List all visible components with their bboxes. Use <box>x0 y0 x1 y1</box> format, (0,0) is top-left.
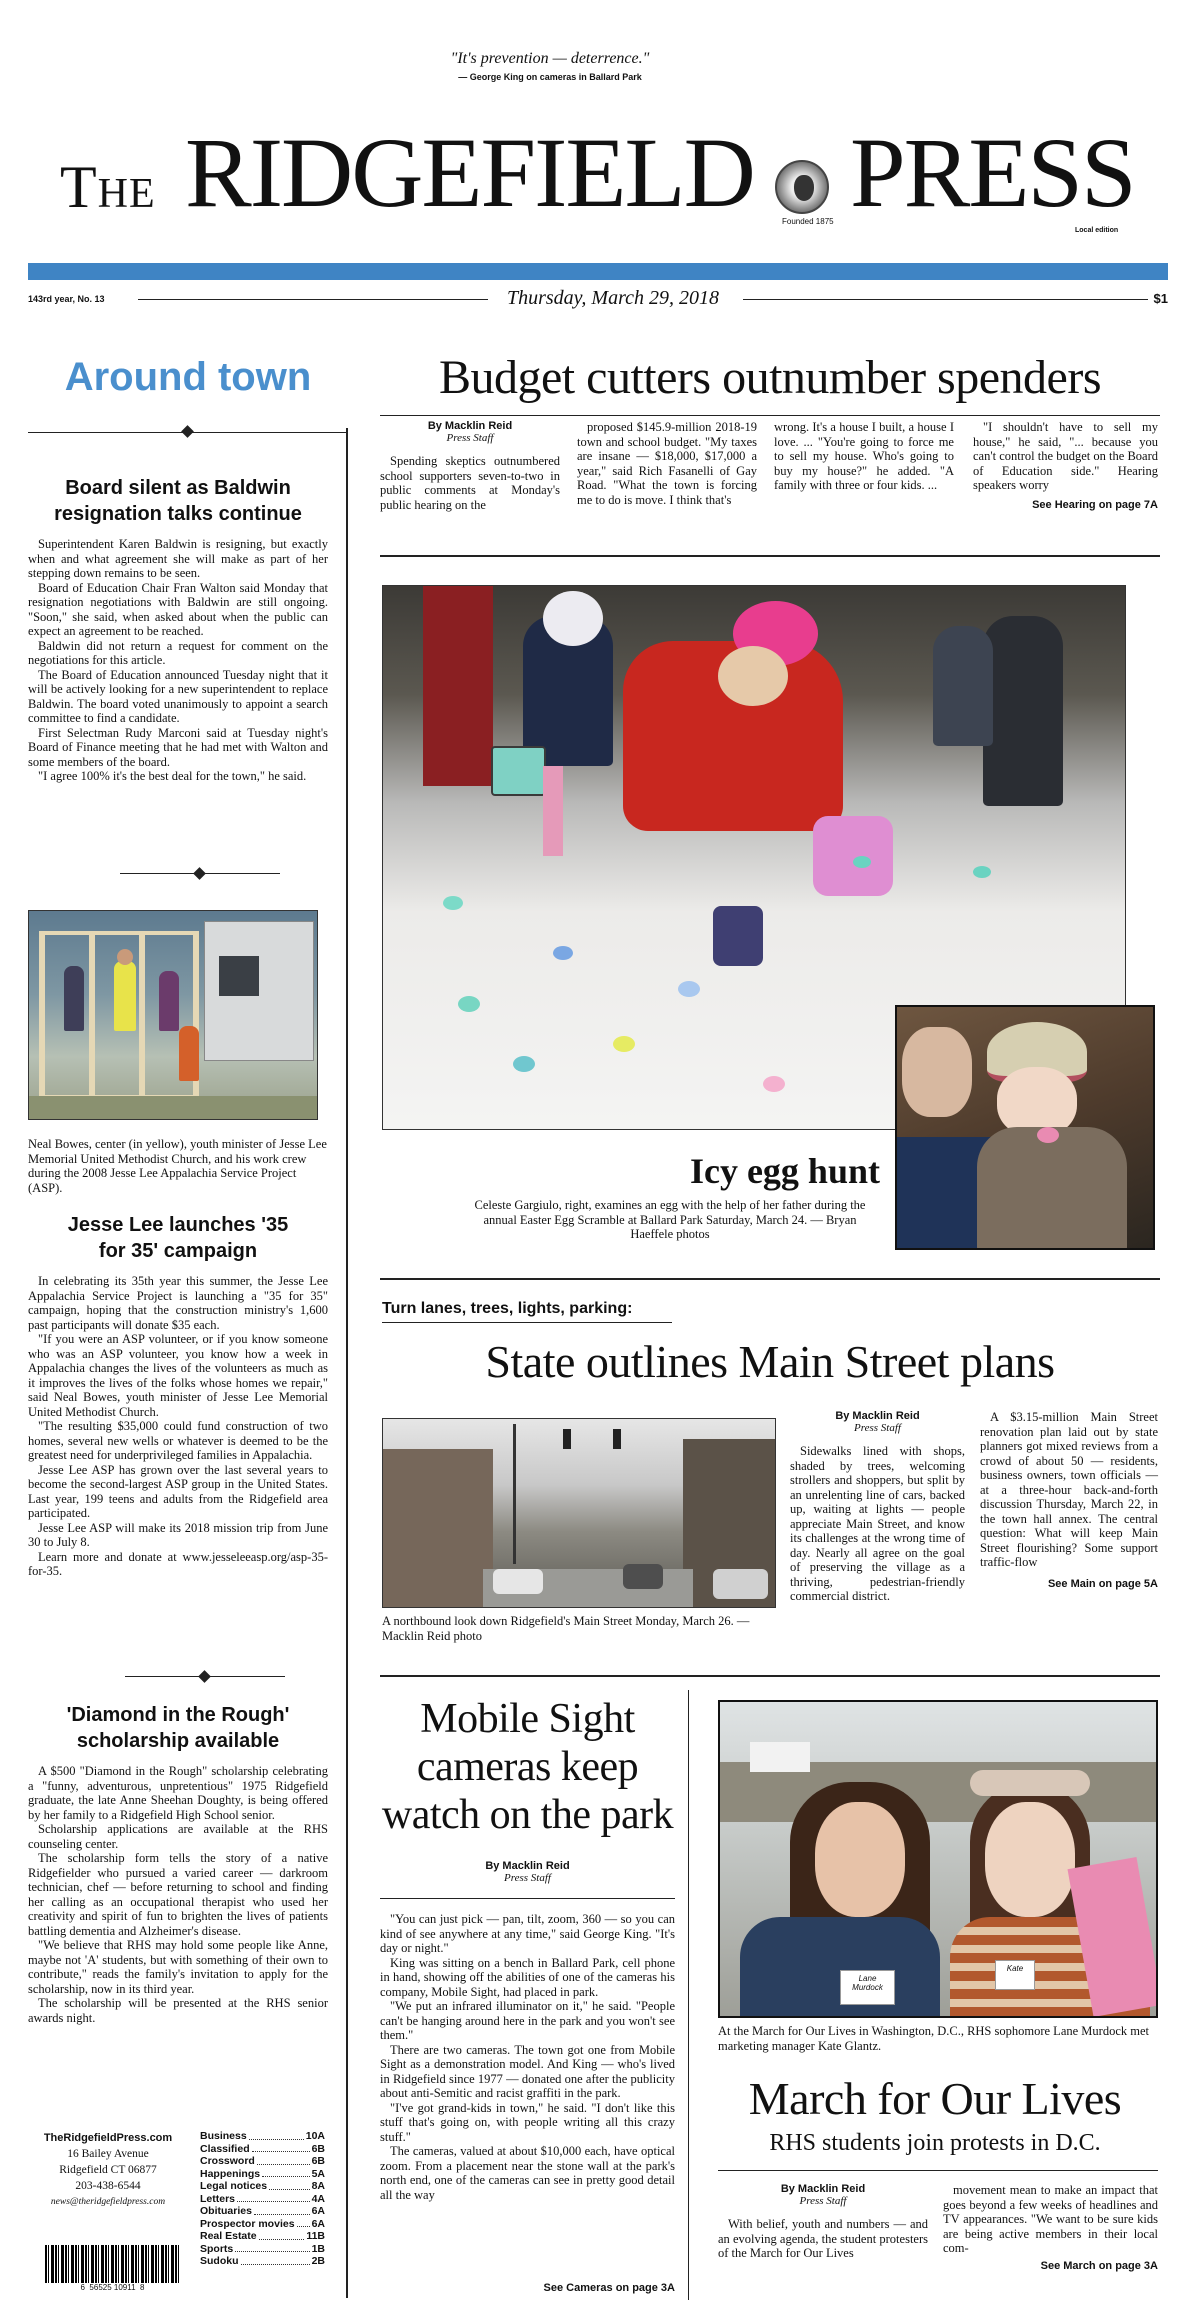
baldwin-body <box>28 537 328 784</box>
march-byline: By Macklin Reid <box>780 2183 866 2195</box>
march-headline: March for Our Lives <box>748 2073 1122 2124</box>
main-street-photo <box>382 1418 776 1608</box>
name-badge: Lane Murdock <box>840 1970 895 2005</box>
issue-price: $1 <box>1153 291 1168 306</box>
title-ridgefield: RIDGEFIELD <box>185 117 754 228</box>
diamond-para: The scholarship will be presented at the RHS senior awards night. <box>28 1996 328 2025</box>
jesse-lee-para: Jesse Lee ASP will make its 2018 mission trip from June 30 to July 8. <box>28 1520 328 1549</box>
baldwin-para: Superintendent Karen Baldwin is resigning, but exactly when and what agreement she will make as part of her stepping down remains to be seen. <box>28 537 328 580</box>
edition-note: Local edition <box>1075 227 1119 234</box>
jesse-lee-para: Jesse Lee ASP has grown over the last several years to become the second-largest ASP group in the United States. Last year, 199 teens and adults from the Ridgefield area participated. <box>28 1462 328 1520</box>
masthead-blue-rule <box>28 263 1168 280</box>
main-street-byline: By Macklin Reid <box>835 1410 920 1422</box>
lead-headline: Budget cutters outnumber spenders <box>438 351 1101 404</box>
diamond-para: "We believe that RHS may hold some people like Anne, maybe not 'A' students, but with something of their own to contribute," reads the family's invitation to apply for the scholarship, now in its third year. <box>28 1938 328 1996</box>
title-press: PRESS <box>850 117 1135 228</box>
quote-text: "It's prevention — deterrence." <box>450 50 650 67</box>
diamond-para: The scholarship form tells the story of a native Ridgefielder who pursued a varied career — darkroom technician, chef — before returning to school and finding her calling as an occupational therapist who used her creativity and spirit of fun to brighten the lives of patients battling dementia and Alzheimer's disease. <box>28 1851 328 1938</box>
march-col2: movement mean to make an impact that goes beyond a few weeks of headlines and TV appearances. "We want to be sure kids are being active members in their local com- <box>943 2183 1158 2255</box>
index-row: Obituaries 6A <box>200 2205 325 2217</box>
sidebar-rule <box>346 428 348 2298</box>
quote-attribution: — George King on cameras in Ballard Park <box>458 72 642 82</box>
baldwin-para: The Board of Education announced Tuesday night that it will be actively looking for a new superintendent to replace Baldwin. The board voted unanimously to appoint a search committee to find a candidate. <box>28 667 328 725</box>
masthead-seal-icon <box>775 160 829 214</box>
jesse-lee-body <box>28 1274 328 1579</box>
lead-col3: wrong. It's a house I built, a house I love. ... "You're going to force me to sell my house. Who's going to buy my house?" he added. "A family with three or four kids. ... <box>774 420 954 492</box>
story-diamond-rough <box>28 1702 328 2025</box>
index-row: Sports 1B <box>200 2242 325 2255</box>
lead-byline: By Macklin Reid <box>427 420 513 432</box>
baldwin-para: "I agree 100% it's the best deal for the town," he said. <box>38 769 307 783</box>
mobile-para: There are two cameras. The town got one from Mobile Sight as a demonstration model. And King — who's lived in Ridgefield since 1977 — donated one after the publicity about anti-Semitic and racist graffiti in the park. <box>380 2042 675 2100</box>
baldwin-headline: Board silent as Baldwin resignation talks continue <box>54 477 302 525</box>
issue-date: Thursday, March 29, 2018 <box>506 287 720 309</box>
baldwin-para: First Selectman Rudy Marconi said at Tuesday night's Board of Finance meeting that he had met with Walton and some members of the board. <box>28 725 328 769</box>
mobile-staff: Press Staff <box>504 1872 551 1884</box>
baldwin-para: Board of Education Chair Fran Walton said Monday that resignation negotiations with Baldwin are still ongoing. "Soon," she said, when asked about when the public can expect an agreement to be reached. <box>28 580 328 638</box>
jesse-lee-para: "The resulting $35,000 could fund construction of two homes, several new wells or whatever is deemed to be the greatest need for underprivileged families in Appalachia. <box>28 1419 328 1462</box>
main-street-photo-caption: A northbound look down Ridgefield's Main Street Monday, March 26. — Macklin Reid photo <box>382 1614 750 1643</box>
story-baldwin <box>28 475 328 784</box>
barcode <box>45 2245 180 2295</box>
main-street-kicker: Turn lanes, trees, lights, parking: <box>382 1300 633 1317</box>
contact-box <box>28 2130 188 2210</box>
address-line: Ridgefield CT 06877 <box>59 2164 157 2176</box>
index-row: Crossword 6B <box>200 2155 325 2167</box>
baldwin-para: Baldwin did not return a request for comment on the negotiations for this article. <box>28 638 328 667</box>
index-row: Real Estate 11B <box>200 2230 325 2242</box>
jesse-lee-para: In celebrating its 35th year this summer, the Jesse Lee Appalachia Service Project is launching a "35 for 35" campaign, hoping that the construction ministry's 1,600 past participants will donate $35 each. <box>28 1274 328 1332</box>
march-photo-caption: At the March for Our Lives in Washington, D.C., RHS sophomore Lane Murdock met marketing manager Kate Glantz. <box>718 2024 1149 2053</box>
mobile-sight-headline: Mobile Sight cameras keep watch on the park <box>381 1696 674 1838</box>
mobile-jump-link[interactable]: See Cameras on page 3A <box>543 2282 675 2294</box>
main-street-col2: A $3.15-million Main Street renovation plan laid out by state planners got mixed reviews from a crowd of about 50 — residents, business owners, town officials — at a three-hour back-and-forth discussion Thursday, March 22, in the town hall annex. The central question: What will keep Main Street flourishing? Some support traffic-flow <box>980 1410 1158 1569</box>
jesse-lee-para: Learn more and donate at www.jesseleeasp.org/asp-35-for-35. <box>28 1549 328 1578</box>
story-jesse-lee <box>28 1212 328 1579</box>
address-line: 16 Bailey Avenue <box>67 2148 149 2160</box>
march-staff: Press Staff <box>799 2195 847 2207</box>
mobile-byline: By Macklin Reid <box>485 1860 570 1872</box>
around-town-header: Around town <box>64 355 312 399</box>
name-badge: Kate <box>995 1960 1035 1990</box>
folio-line <box>28 285 1168 315</box>
email-link[interactable]: news@theridgefieldpress.com <box>50 2197 166 2207</box>
masthead-quote <box>400 50 700 82</box>
lead-staff: Press Staff <box>446 432 494 444</box>
march-subhead: RHS students join protests in D.C. <box>769 2130 1101 2156</box>
mobile-para: "You can just pick — pan, tilt, zoom, 360 — so you can kind of see anywhere at any time," said George King. "It's day or night." <box>380 1912 675 1955</box>
newspaper-title <box>55 105 1145 245</box>
diamond-para: Scholarship applications are available at the RHS counseling center. <box>28 1822 328 1851</box>
index-row: Sudoku 2B <box>200 2255 325 2267</box>
mobile-sight-body <box>380 1912 675 2202</box>
index-row: Business 10A <box>200 2130 325 2142</box>
section-diamond <box>181 425 194 438</box>
asp-photo-caption: Neal Bowes, center (in yellow), youth minister of Jesse Lee Memorial United Methodist Church, and his work crew during the 2008 Jesse Lee Appalachia Service Project (ASP). <box>28 1137 327 1195</box>
asp-crew-photo <box>28 910 318 1120</box>
egg-hunt-inset-photo <box>895 1005 1155 1250</box>
mobile-para: "I've got grand-kids in town," he said. "I don't like this stuff that's going on, with people writing all this crazy stuff." <box>380 2100 675 2144</box>
mobile-para: "We put an infrared illuminator on it," he said. "People can't be hanging around here in the park and you won't see them." <box>380 1999 675 2042</box>
main-street-jump-link[interactable]: See Main on page 5A <box>1047 1577 1158 1590</box>
diamond-body <box>28 1764 328 2025</box>
index-row: Classified 6B <box>200 2142 325 2155</box>
lead-story-body <box>380 420 1160 550</box>
mobile-para: The cameras, valued at about $10,000 each, have optical zoom. From a placement near the stone wall at the park's north end, one of the cameras can see in pretty good detail all the way <box>380 2144 675 2202</box>
main-street-staff: Press Staff <box>854 1422 901 1434</box>
egg-hunt-headline: Icy egg hunt <box>689 1151 880 1191</box>
index-row: Letters 4A <box>200 2192 325 2205</box>
march-photo <box>718 1700 1158 2018</box>
lead-col4: "I shouldn't have to sell my house," he said, "... because you can't control the budget on the Board of Education side." Hearing speakers worry <box>973 420 1158 492</box>
title-the: The <box>60 154 156 220</box>
march-col1: With belief, youth and numbers — and an evolving agenda, the student protesters of the March for Our Lives <box>718 2217 928 2260</box>
jesse-lee-para: "If you were an ASP volunteer, or if you know someone who was an ASP volunteer, you know how a week in Appalachia changes the lives of the volunteers as much as it improves the lives of the folks whose homes we repair," said Neal Bowes, youth minister of Jesse Lee Memorial United Methodist Church. <box>28 1332 328 1419</box>
mobile-para: King was sitting on a bench in Ballard Park, cell phone in hand, showing off the abilities of one of the cameras his company, Mobile Sight, had placed in park. <box>380 1955 675 1999</box>
lead-jump-link[interactable]: See Hearing on page 7A <box>1032 498 1158 511</box>
index-row: Happenings 5A <box>200 2167 325 2180</box>
march-jump-link[interactable]: See March on page 3A <box>1040 2259 1158 2272</box>
index-row: Legal notices 8A <box>200 2180 325 2192</box>
barcode-digits: 6 56525 10911 8 <box>80 2283 145 2292</box>
phone-number: 203-438-6544 <box>75 2180 141 2192</box>
diamond-headline: 'Diamond in the Rough' scholarship available <box>66 1704 290 1752</box>
index-row: Prospector movies 6A <box>200 2217 325 2230</box>
main-street-col1: Sidewalks lined with shops, shaded by trees, welcoming strollers and shoppers, but split by an unrelenting line of cars, backed up, waiting at lights — people appreciate Main Street, and know its challenges at the wrong time of day. Nearly all agree on the goal of preserving the village as a thriving, pedestrian-friendly commercial district. <box>790 1444 965 1603</box>
egg-hunt-caption: Celeste Gargiulo, right, examines an egg with the help of her father during the annual Easter Egg Scramble at Ballard Park Saturday, March 24. — Bryan Haeffele photos <box>474 1198 866 1241</box>
lead-col1: Spending skeptics outnumbered school supporters seven-to-two in public comments at Monday's public hearing on the <box>380 454 560 512</box>
website-link[interactable]: TheRidgefieldPress.com <box>43 2132 173 2144</box>
diamond-para: A $500 "Diamond in the Rough" scholarship celebrating a "funny, adventurous, unpretentious" 1975 Ridgefield graduate, the late Anne Sheehan Doughty, is being offered by her family to a Ridgefield High School senior. <box>28 1764 328 1822</box>
volume-number: 143rd year, No. 13 <box>28 294 105 304</box>
contents-index <box>200 2130 325 2268</box>
founded-note: Founded 1875 <box>782 217 834 226</box>
lead-col2: proposed $145.9-million 2018-19 town and school budget. "My taxes are insane — $18,000, $17,000 a year," said Rich Fasanelli of Gay Road. "What the town is forcing me to do is move. I think that's <box>577 420 757 507</box>
jesse-lee-headline: Jesse Lee launches '35 for 35' campaign <box>67 1214 289 1262</box>
main-street-headline: State outlines Main Street plans <box>485 1336 1055 1387</box>
